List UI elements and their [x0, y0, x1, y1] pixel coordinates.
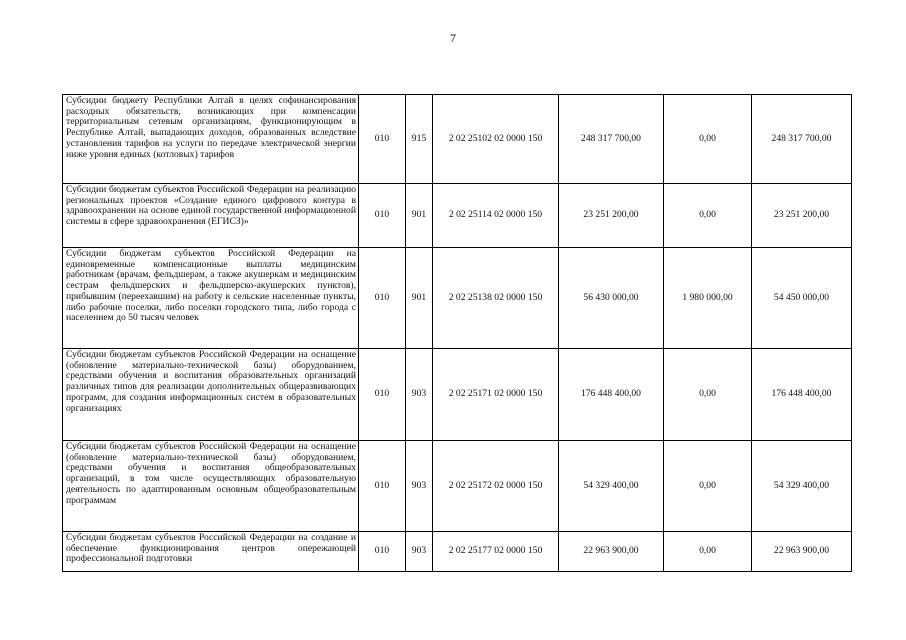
code-b-cell: 903	[406, 441, 433, 532]
code-c-cell: 2 02 25177 02 0000 150	[433, 532, 559, 572]
row-description: Субсидии бюджету Республики Алтай в целях софинансирования расходных обязательств, возникающих при компенсации территориальным сетевым организациям, функционирующим в Республике Алтай, выпадающих доходов, образованных вследствие установления тарифов на услуги по передаче электрической энергии ниже уровня единых (котловых) тарифов	[63, 95, 359, 184]
amount-1-cell: 22 963 900,00	[559, 532, 664, 572]
amount-1-cell: 54 329 400,00	[559, 441, 664, 532]
amount-1-cell: 176 448 400,00	[559, 349, 664, 441]
amount-2-cell: 0,00	[664, 95, 752, 184]
amount-3-cell: 23 251 200,00	[752, 184, 852, 248]
code-b-cell: 915	[406, 95, 433, 184]
row-description: Субсидии бюджетам субъектов Российской Федерации на оснащение (обновление материально-технической базы) оборудованием, средствами обучения и воспитания образовательных организаций различных типов для реализации дополнительных общеразвивающих программ, для создания информационных систем в образовательных организациях	[63, 349, 359, 441]
code-a-cell: 010	[359, 532, 406, 572]
page-number: 7	[450, 31, 456, 45]
amount-1-cell: 23 251 200,00	[559, 184, 664, 248]
table-row	[63, 441, 852, 532]
code-c-cell: 2 02 25114 02 0000 150	[433, 184, 559, 248]
code-b-cell: 903	[406, 532, 433, 572]
row-description: Субсидии бюджетам субъектов Российской Федерации на единовременные компенсационные выплаты медицинским работникам (врачам, фельдшерам, а также акушеркам и медицинским сестрам фельдшерских и фельдшерско-акушерских пунктов), прибывшим (переехавшим) на работу в сельские населенные пункты, либо рабочие поселки, либо поселки городского типа, либо города с населением до 50 тысяч человек	[63, 248, 359, 349]
code-a-cell: 010	[359, 248, 406, 349]
amount-2-cell: 0,00	[664, 349, 752, 441]
code-c-cell: 2 02 25172 02 0000 150	[433, 441, 559, 532]
code-a-cell: 010	[359, 349, 406, 441]
amount-2-cell: 1 980 000,00	[664, 248, 752, 349]
code-a-cell: 010	[359, 441, 406, 532]
code-b-cell: 901	[406, 184, 433, 248]
row-description: Субсидии бюджетам субъектов Российской Федерации на оснащение (обновление материально-технической базы) оборудованием, средствами обучения и воспитания общеобразовательных организаций, в том числе осуществляющих образовательную деятельность по адаптированным основным общеобразовательным программам	[63, 441, 359, 532]
row-description: Субсидии бюджетам субъектов Российской Федерации на реализацию региональных проектов «Создание единого цифрового контура в здравоохранении на основе единой государственной информационной системы в сфере здравоохранения (ЕГИСЗ)»	[63, 184, 359, 248]
amount-2-cell: 0,00	[664, 441, 752, 532]
amount-3-cell: 176 448 400,00	[752, 349, 852, 441]
code-b-cell: 903	[406, 349, 433, 441]
code-a-cell: 010	[359, 95, 406, 184]
row-description: Субсидии бюджетам субъектов Российской Федерации на создание и обеспечение функционирования центров опережающей профессиональной подготовки	[63, 532, 359, 572]
table-row	[63, 248, 852, 349]
amount-3-cell: 22 963 900,00	[752, 532, 852, 572]
code-c-cell: 2 02 25138 02 0000 150	[433, 248, 559, 349]
table-row	[63, 532, 852, 572]
amount-1-cell: 56 430 000,00	[559, 248, 664, 349]
amount-2-cell: 0,00	[664, 184, 752, 248]
table-row	[63, 349, 852, 441]
amount-3-cell: 54 450 000,00	[752, 248, 852, 349]
amount-3-cell: 248 317 700,00	[752, 95, 852, 184]
code-b-cell: 901	[406, 248, 433, 349]
table-row	[63, 184, 852, 248]
amount-1-cell: 248 317 700,00	[559, 95, 664, 184]
table-row	[63, 95, 852, 184]
budget-table	[62, 94, 852, 572]
code-c-cell: 2 02 25102 02 0000 150	[433, 95, 559, 184]
code-c-cell: 2 02 25171 02 0000 150	[433, 349, 559, 441]
amount-2-cell: 0,00	[664, 532, 752, 572]
amount-3-cell: 54 329 400,00	[752, 441, 852, 532]
code-a-cell: 010	[359, 184, 406, 248]
